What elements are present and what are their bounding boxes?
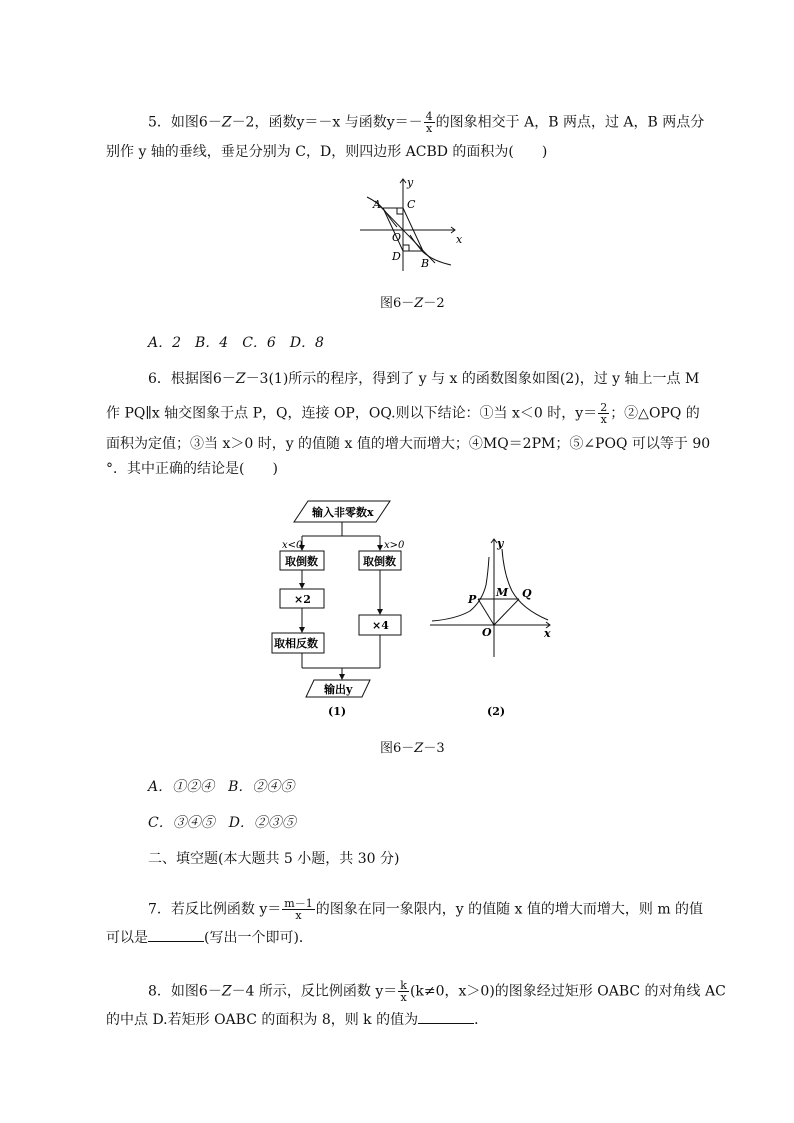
q6-text: °．其中正确的结论是( )	[106, 461, 278, 477]
label-d: D	[392, 250, 401, 263]
answer-blank[interactable]	[418, 1011, 474, 1024]
label-b: B	[421, 257, 430, 270]
q6-text: Z	[235, 371, 246, 387]
graph-figure-label: (2)	[487, 705, 506, 718]
fraction-denominator: x	[400, 991, 407, 1004]
segment-oq	[494, 599, 519, 625]
q6-graph	[426, 535, 556, 721]
q5-text: 的图象相交于 A，B 两点，过 A，B 两点分	[435, 114, 705, 131]
answer-blank[interactable]	[148, 929, 204, 942]
q7-text: 的图象在同一象限内，y 的值随 x 值的增大而增大，则 m 的值	[315, 901, 704, 918]
q5-line-2	[106, 143, 547, 161]
q5-line-1	[148, 111, 704, 134]
q7-text: (写出一个即可)．	[204, 930, 313, 946]
label-m: M	[496, 586, 509, 599]
caption-text: Z	[414, 741, 424, 756]
q8-line-1	[148, 980, 726, 1003]
flow-output-label: 输出y	[324, 683, 353, 696]
fraction-numerator: 2	[600, 401, 608, 414]
caption-text: 图6－	[380, 741, 415, 756]
q8-text: －4 所示，反比例函数 y＝	[231, 983, 398, 1000]
q8-text: ．	[474, 1012, 489, 1028]
q6-options-ab	[148, 778, 294, 796]
caption-text: 图6－	[380, 296, 415, 311]
flow-input-label: 输入非零数x	[312, 506, 374, 519]
label-q: Q	[522, 587, 532, 600]
fraction-denominator: x	[295, 909, 302, 922]
options-text: C．③④⑤ D．②③⑤	[148, 815, 296, 831]
flow-box-label: 取相反数	[274, 637, 318, 650]
q5-text: 5．如图6－	[148, 114, 222, 131]
flow-box-label: ×4	[372, 619, 389, 632]
q6-line-4	[106, 460, 278, 478]
q5-caption	[380, 296, 445, 312]
flow-box-label: 取倒数	[363, 555, 396, 568]
label-a: A	[373, 198, 381, 211]
label-y: y	[407, 176, 414, 189]
flow-box-label: ×2	[294, 593, 311, 606]
caption-text: Z	[414, 296, 424, 311]
flow-figure-label: (1)	[328, 705, 347, 718]
q7-line-1	[148, 898, 703, 921]
section-title: 二、填空题(本大题共 5 小题，共 30 分)	[148, 851, 400, 867]
q6-text: ；②△OPQ 的	[610, 405, 700, 422]
options-text: A．2 B．4 C．6 D．8	[148, 335, 324, 351]
q5-text: Z	[221, 114, 232, 131]
q8-text: (k≠0，x＞0)的图象经过矩形 OABC 的对角线 AC	[409, 983, 726, 1000]
fraction-numerator: 4	[425, 110, 433, 123]
fraction-numerator: m－1	[284, 897, 313, 910]
fraction-denominator: x	[600, 413, 607, 426]
q8-text: 的中点 D.若矩形 OABC 的面积为 8，则 k 的值为	[106, 1012, 419, 1028]
label-p: P	[468, 593, 477, 606]
flow-box-label: 取倒数	[285, 555, 318, 568]
q8-fraction	[398, 980, 409, 1003]
q6-caption	[380, 741, 445, 757]
q6-text: 6．根据图6－	[148, 371, 236, 387]
q8-text: Z	[221, 983, 232, 1000]
label-x: x	[456, 233, 463, 246]
label-o: O	[482, 626, 492, 639]
right-angle-d	[403, 245, 409, 251]
curve-left-branch	[432, 557, 489, 621]
q7-text: 可以是	[106, 930, 148, 946]
q8-line-2	[106, 1011, 488, 1029]
caption-text: －3	[423, 741, 445, 756]
flow-cond-right: x>0	[384, 540, 405, 551]
caption-text: －2	[423, 296, 445, 311]
flow-cond-left: x<0	[282, 540, 303, 551]
q5-text: －2，函数y＝－x 与函数y＝－	[231, 114, 423, 131]
q5-fraction	[424, 111, 435, 134]
q6-line-2	[106, 402, 700, 425]
hyperbola-branch-right	[410, 235, 451, 265]
q6-options-cd	[148, 814, 296, 832]
label-y: y	[497, 537, 504, 550]
q6-fraction	[598, 402, 609, 425]
q7-text: 7．若反比例函数 y＝	[148, 901, 282, 918]
label-x: x	[544, 627, 551, 640]
q6-line-3	[106, 435, 710, 453]
q8-text: 8．如图6－	[148, 983, 222, 1000]
q6-text: 面积为定值；③当 x＞0 时，y 的值随 x 值的增大而增大；④MQ＝2PM；⑤∠POQ 可以等于 90	[106, 436, 711, 452]
q7-fraction	[282, 898, 314, 921]
label-c: C	[407, 198, 416, 211]
q6-flowchart	[262, 496, 405, 721]
options-text: A．①②④ B．②④⑤	[148, 779, 295, 795]
q6-text: 作 PQ∥x 轴交图象于点 P，Q，连接 OP，OQ.则以下结论：①当 x＜0 时，y＝	[106, 405, 598, 422]
right-angle-c	[397, 208, 403, 214]
q5-text: 别作 y 轴的垂线，垂足分别为 C，D，则四边形 ACBD 的面积为( )	[106, 144, 548, 160]
label-o: O	[392, 231, 402, 244]
q6-line-1	[148, 370, 699, 388]
q5-figure	[355, 175, 470, 275]
fraction-denominator: x	[426, 122, 433, 135]
q6-text: －3(1)所示的程序，得到了 y 与 x 的函数图象如图(2)，过 y 轴上一点 M	[245, 371, 700, 387]
q5-options	[148, 334, 324, 352]
segment-op	[478, 599, 494, 625]
section-heading	[148, 850, 399, 868]
q7-line-2	[106, 929, 313, 947]
hyperbola-branch-left	[367, 197, 397, 227]
fraction-numerator: k	[400, 979, 407, 992]
